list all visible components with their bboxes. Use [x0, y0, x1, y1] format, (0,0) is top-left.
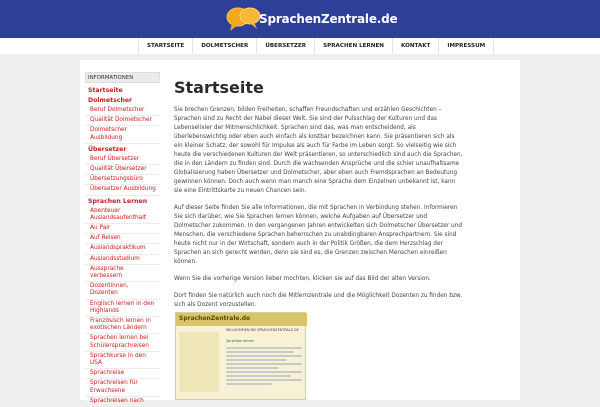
old-version-logo-text: SprachenZentrale.de	[179, 315, 251, 322]
sidebar-item[interactable]: Beruf Übersetzer	[85, 155, 160, 165]
sidebar-item-startseite[interactable]: Startseite	[88, 87, 123, 94]
old-version-title: WILLKOMMEN BEI SPRACHENZENTRALE.DE	[226, 328, 299, 332]
site-header	[0, 0, 600, 38]
sidebar-item[interactable]: Französisch lernen in exotischen Ländern	[85, 317, 160, 334]
sidebar-item[interactable]: Dozentinnen, Dozenten	[85, 282, 160, 299]
sidebar-item[interactable]: Auslandspraktikum	[85, 244, 160, 254]
sidebar-section-uebersetzer[interactable]: Übersetzer	[88, 145, 127, 153]
sidebar-item[interactable]: Englisch lernen in den Highlands	[85, 300, 160, 317]
sidebar-item[interactable]: Qualität Übersetzer	[85, 165, 160, 175]
content-paragraph: Wenn Sie die vorherige Version lieber mochten, klicken sie auf das Bild der alten Version.	[174, 276, 431, 282]
sidebar-section-dolmetscher[interactable]: Dolmetscher	[88, 97, 133, 104]
content-paragraph: Sie brechen Grenzen, bilden Freiheiten, schaffen Freundschaften und erzählen Geschichten – Sprachen sind zu Recht der Nabel dieser Welt. Sie sind der Pulsschlag der Kulturen und das Lebenselixier der Mitmenschlichkeit. Sprachen sind das, was man entscheidend, als überlebenswichtig oder eben auch einfach als kostbar bezeichnen kann. Sie präsentieren sich als ein kleiner Schatz, der sowohl für Impulse als auch für Farbe im Leben sorgt. So vielseitig wie sich heute die verschiedenen Kulturen der Welt präsentieren, so unterschiedlich sind auch die Sprachen, die in den Ländern zu finden sind. Durch die wachsenden Ansprüche und die schier unaufhaltsame Globalisierung haben Übersetzer und Dolmetscher, aber eben auch Fremdsprachen an Bedeutung gewinnen können. Doch auch wenn man manch eine Sprache dem Einzelnen unbekannt ist, kann sie eine Eintrittskarte zu neuen Chancen sein.	[174, 107, 463, 194]
main-content	[174, 78, 464, 318]
sidebar-item[interactable]: Dolmetscher Ausbildung	[85, 126, 160, 143]
sidebar-heading: INFORMATIONEN	[85, 72, 160, 83]
old-version-subtitle: Sprachen lernen	[226, 339, 254, 343]
sidebar-item[interactable]: Sprachreisen für Erwachsene	[85, 379, 160, 396]
nav-impressum[interactable]: IMPRESSUM	[438, 38, 494, 54]
sidebar-item[interactable]: Aussprache verbessern	[85, 265, 160, 282]
nav-startseite[interactable]: STARTSEITE	[138, 38, 192, 54]
sidebar-item[interactable]: Sprachreisen nach	[85, 397, 160, 407]
logo-text: SprachenZentrale.de	[259, 12, 398, 26]
nav-kontakt[interactable]: KONTAKT	[392, 38, 438, 54]
site-logo[interactable]	[226, 4, 398, 36]
sidebar-section-sprachen-lernen[interactable]: Sprachen Lernen	[88, 197, 148, 205]
sidebar-item[interactable]: Au Pair	[85, 224, 160, 234]
sidebar-item[interactable]: Übersetzer Ausbildung	[85, 185, 160, 195]
sidebar-item[interactable]: Sprachkurse in den USA	[85, 352, 160, 369]
nav-uebersetzer[interactable]: ÜBERSETZER	[256, 38, 314, 54]
old-version-image-link[interactable]	[175, 312, 306, 400]
sidebar-item[interactable]: Beruf Dolmetscher	[85, 106, 160, 116]
sidebar-item[interactable]: Übersetzungsbüro	[85, 175, 160, 185]
sidebar-item[interactable]: Auf Reisen	[85, 234, 160, 244]
nav-sprachen-lernen[interactable]: SPRACHEN LERNEN	[314, 38, 392, 54]
page-title: Startseite	[174, 78, 264, 97]
sidebar-item[interactable]: Auslandsstudium	[85, 255, 160, 265]
main-navigation	[0, 38, 600, 54]
sidebar-item[interactable]: Sprachen lernen bei Schülersprachreisen	[85, 334, 160, 351]
sidebar-item[interactable]: Qualität Dolmetscher	[85, 116, 160, 126]
old-version-sidebar	[179, 332, 219, 392]
content-paragraph: Auf dieser Seite finden Sie alle Informationen, die mit Sprachen in Verbindung stehen. Informieren Sie sich darüber, wie Sie Sprachen lernen können, welche Aufgaben auf Übersetzer und Dolmetscher zukommen. In den vergangenen Jahren entwickelten sich Dolmetscher Übersetzer und Menschen, die verschiedene Sprachen beherrschen zu unabdingbaren Ansprechpartnern. Sie sind heute nicht nur in der Wirtschaft, sondern auch in der Politik Größen, die dem Herzschlag der Sprachen an sich gerecht werden, denn sie sind es, die Grenzen zwischen Menschen einreißen können.	[174, 205, 462, 265]
sidebar-item[interactable]: Abenteuer Auslandsaufenthalt	[85, 207, 160, 224]
old-version-text-lines	[226, 347, 302, 387]
content-paragraph: Dort finden Sie natürlich auch noch die Mitlernzentrale und die Möglichkeit Dozenten zu finden bzw. sich als Dozent vorzustellen.	[174, 293, 462, 308]
nav-dolmetscher[interactable]: DOLMETSCHER	[192, 38, 256, 54]
sidebar-item[interactable]: Sprachreise	[85, 369, 160, 379]
sidebar	[85, 72, 160, 404]
old-version-banner	[176, 313, 307, 326]
